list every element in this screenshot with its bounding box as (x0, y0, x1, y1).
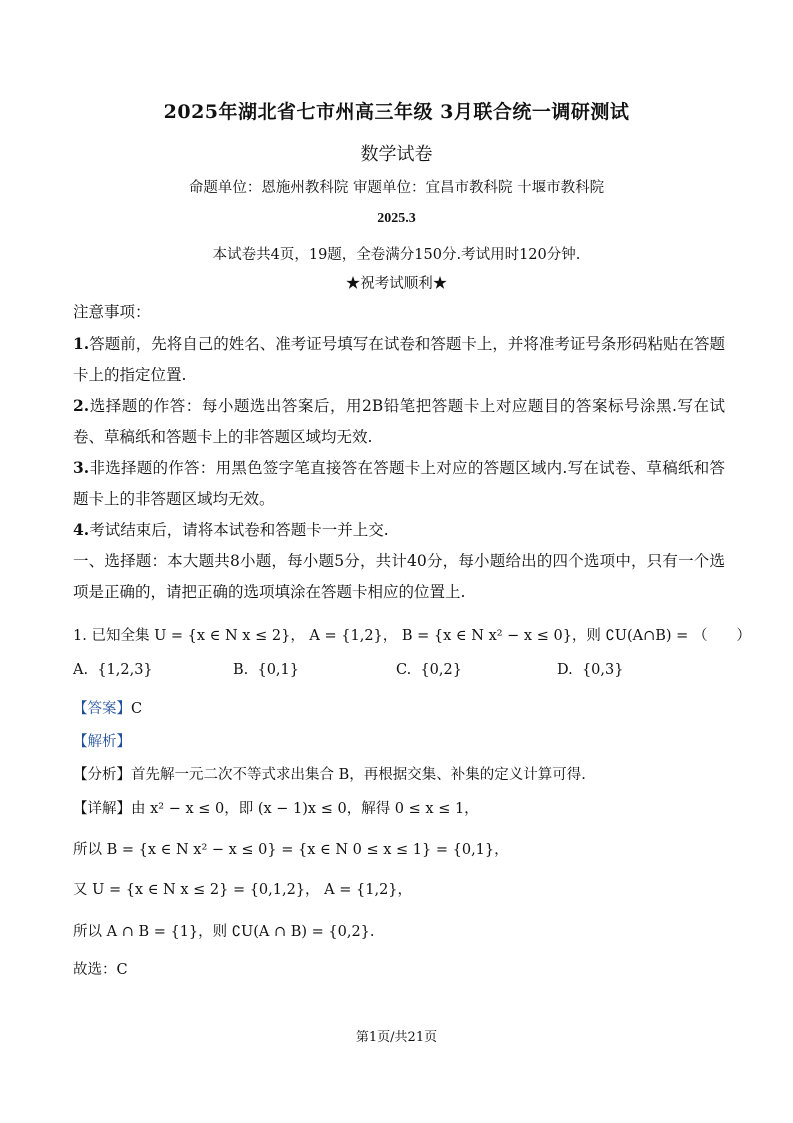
option-b (233, 662, 299, 678)
notice-text: 非选择题的作答：用黑色签字笔直接答在答题卡上对应的答题区域内.写在试卷、草稿纸和答题卡上的非答题区域均无效。 (73, 459, 725, 508)
exam-title: 2025年湖北省七市州高三年级 3月联合统一调研测试 (163, 101, 630, 123)
option-value: {0,1} (257, 662, 299, 678)
option-d (557, 662, 623, 678)
notice-heading: 注意事项： (73, 303, 151, 321)
option-a (73, 662, 153, 678)
option-value: {0,3} (581, 662, 624, 678)
set-u: U = {x ∈ N x ≤ 2} (154, 628, 291, 644)
option-label: D. (557, 662, 573, 678)
detail-line-2 (73, 838, 509, 859)
option-value: {1,2,3} (97, 662, 153, 678)
good-luck-line: ★祝考试顺利★ (345, 276, 448, 292)
notice-text: 答题前，先将自己的姓名、准考证号填写在试卷和答题卡上，并将准考证号条形码粘贴在答题卡上的指定位置. (73, 335, 725, 384)
exam-date: 2025.3 (377, 211, 416, 226)
notice-text: 考试结束后，请将本试卷和答题卡一并上交. (89, 521, 389, 539)
notice-4 (73, 514, 725, 546)
set-a: A = {1,2} (309, 628, 383, 644)
notice-text: 选择题的作答：每小题选出答案后，用2B铅笔把答题卡上对应题目的答案标号涂黑.写在试卷、草稿纸和答题卡上的非答题区域均无效. (73, 397, 725, 446)
page-footer: 第1页/共21页 (355, 1030, 438, 1045)
answer-value: C (131, 701, 143, 717)
notice-3 (73, 452, 725, 515)
fenxi-line (73, 763, 586, 784)
conclusion-text: 故选：C (73, 962, 128, 978)
set-b: B = {x ∈ N x² − x ≤ 0} (401, 628, 572, 644)
fenxi-text: 首先解一元二次不等式求出集合 B，再根据交集、补集的定义计算可得. (131, 767, 586, 783)
detail-text: 所以 B = {x ∈ N x² − x ≤ 0} = {x ∈ N 0 ≤ x ≤ 1} = {0,1}， (73, 842, 509, 858)
question-expression: ∁U(A∩B) = (605, 628, 689, 644)
detail-line-3 (73, 878, 412, 899)
option-label: A. (73, 662, 89, 678)
analysis-line (73, 730, 131, 751)
author-units: 命题单位：恩施州教科院 审题单位：宜昌市教科院 十堰市教科院 (188, 180, 605, 196)
detail-text: 所以 A ∩ B = {1}，则 ∁U(A ∩ B) = {0,2}. (73, 924, 375, 940)
option-c (396, 662, 462, 678)
notice-1 (73, 328, 725, 391)
notice-number: 4. (73, 520, 90, 539)
notice-number: 2. (73, 396, 90, 415)
detail-line-4 (73, 920, 375, 941)
option-label: C. (396, 662, 412, 678)
answer-line (73, 697, 142, 718)
question-1: 1. 已知全集 U = {x ∈ N x ≤ 2}， A = {1,2}， B = {x ∈ N x² − x ≤ 0}，则 ∁U(A∩B) = （ ） (73, 628, 751, 644)
section-heading: 一、选择题：本大题共8小题，每小题5分，共计40分，每小题给出的四个选项中，只有一个选项是正确的，请把正确的选项填涂在答题卡相应的位置上. (73, 552, 725, 601)
detail-text: 由 x² − x ≤ 0，即 (x − 1)x ≤ 0，解得 0 ≤ x ≤ 1， (131, 801, 479, 817)
fenxi-tag: 【分析】 (73, 767, 131, 783)
notice-number: 3. (73, 458, 90, 477)
notice-number: 1. (73, 334, 90, 353)
option-label: B. (233, 662, 249, 678)
detail-text: 又 U = {x ∈ N x ≤ 2} = {0,1,2}， A = {1,2}， (73, 882, 413, 898)
analysis-tag: 【解析】 (73, 734, 131, 750)
conclusion-line (73, 958, 128, 979)
answer-paren: （ ） (692, 628, 751, 644)
question-ask: ，则 (571, 628, 601, 644)
option-value: {0,2} (420, 662, 462, 678)
notice-2 (73, 390, 725, 453)
detail-line-1 (73, 797, 479, 818)
question-prefix: 1. 已知全集 (73, 628, 150, 644)
answer-tag: 【答案】 (73, 701, 131, 717)
detail-tag: 【详解】 (73, 801, 131, 817)
exam-subtitle: 数学试卷 (360, 144, 433, 165)
exam-info: 本试卷共4页，19题，全卷满分150分.考试用时120分钟. (212, 247, 581, 263)
